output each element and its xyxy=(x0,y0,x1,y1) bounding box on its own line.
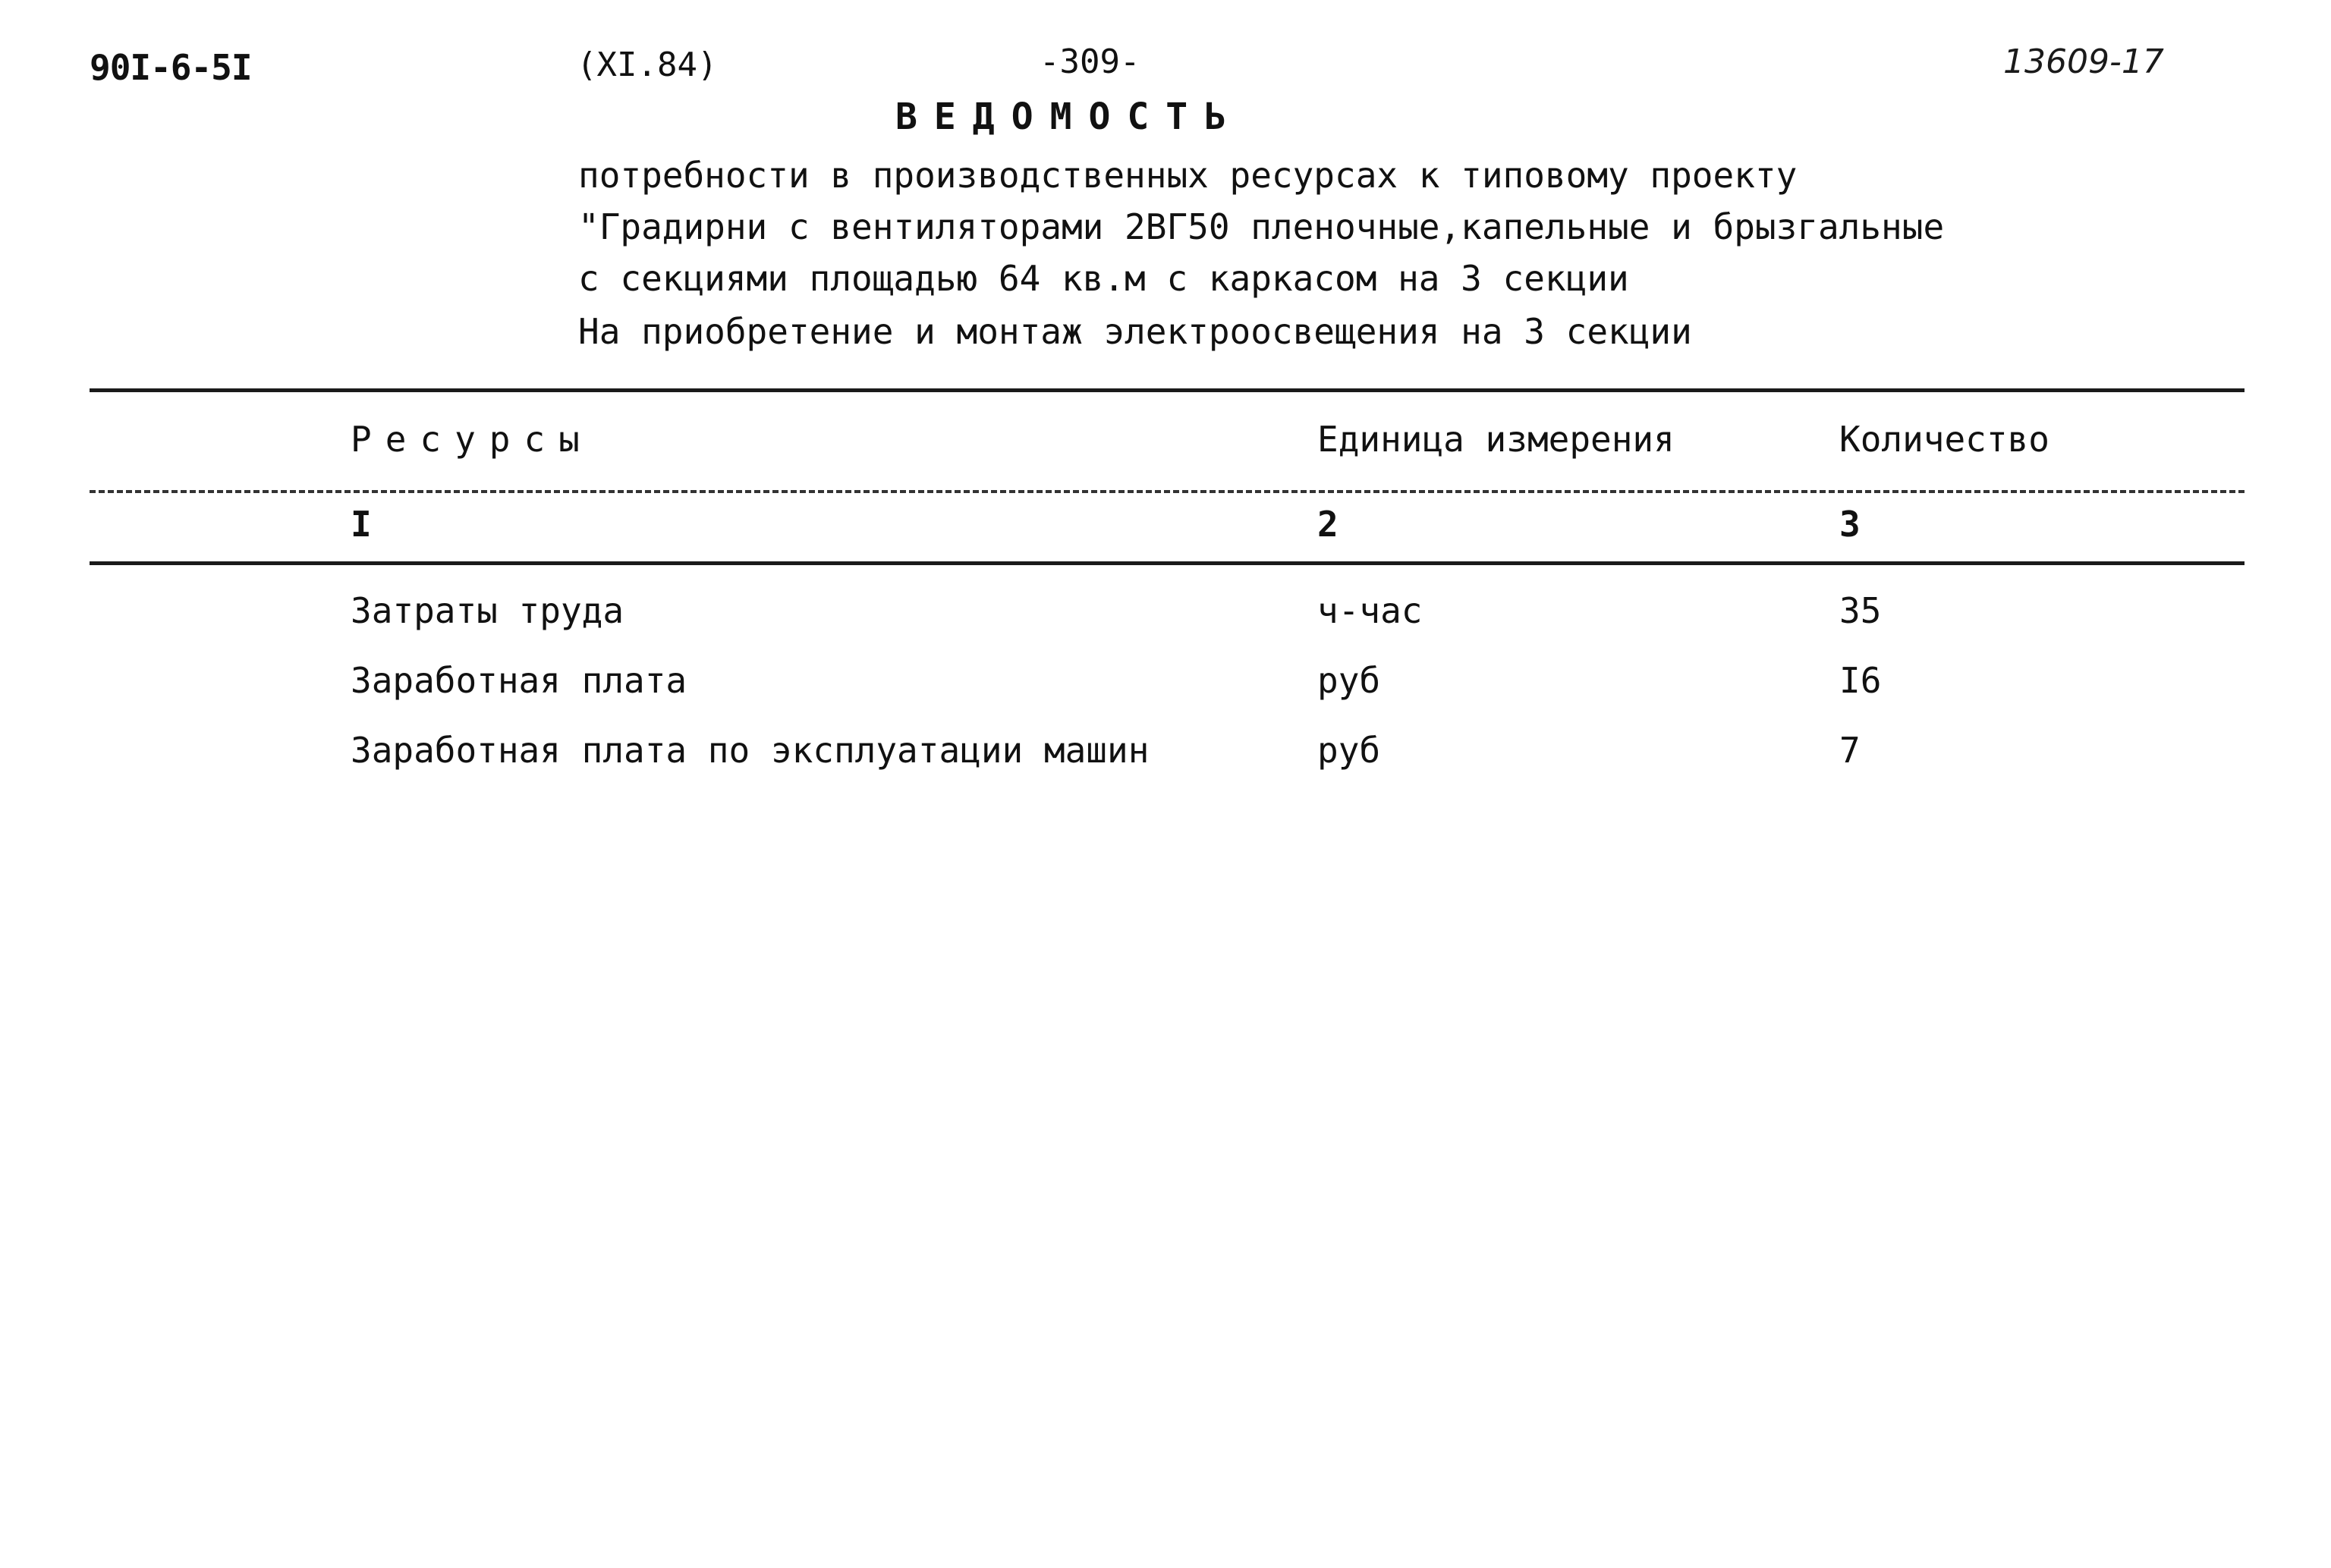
row-resource: Заработная плата по эксплуатации машин xyxy=(351,730,1150,771)
row-resource: Заработная плата xyxy=(351,660,687,701)
row-quantity: I6 xyxy=(1839,660,1882,701)
document-code: 90I-6-5I xyxy=(90,47,252,88)
subtitle-line: с секциями площадью 64 кв.м с каркасом на 3 секции xyxy=(578,258,1629,299)
inventory-stamp: 13609-17 xyxy=(2003,42,2164,81)
column-header-quantity: Количество xyxy=(1839,419,2049,460)
column-number: I xyxy=(351,504,372,545)
column-number: 3 xyxy=(1839,504,1861,545)
document-date: (XI.84) xyxy=(577,46,718,84)
column-header-unit: Единица измерения xyxy=(1317,419,1675,460)
header-divider-rule xyxy=(90,490,2244,493)
row-unit: руб xyxy=(1317,660,1381,701)
column-number: 2 xyxy=(1317,504,1339,545)
subtitle-line: "Градирни с вентиляторами 2ВГ50 пленочные,капельные и брызгальные xyxy=(578,206,1945,247)
row-quantity: 35 xyxy=(1839,590,1882,631)
row-unit: руб xyxy=(1317,730,1381,771)
document-title: ВЕДОМОСТЬ xyxy=(895,96,1244,138)
column-header-resources: Ресурсы xyxy=(351,419,593,460)
subtitle-line: потребности в производственных ресурсах к типовому проекту xyxy=(578,155,1798,196)
row-resource: Затраты труда xyxy=(351,590,624,631)
subtitle-line: На приобретение и монтаж электроосвещения на 3 секции xyxy=(578,311,1692,352)
table-top-rule xyxy=(90,388,2244,392)
row-quantity: 7 xyxy=(1839,730,1861,771)
numbers-divider-rule xyxy=(90,561,2244,565)
page-number: -309- xyxy=(1040,42,1140,81)
row-unit: ч-час xyxy=(1317,590,1423,631)
